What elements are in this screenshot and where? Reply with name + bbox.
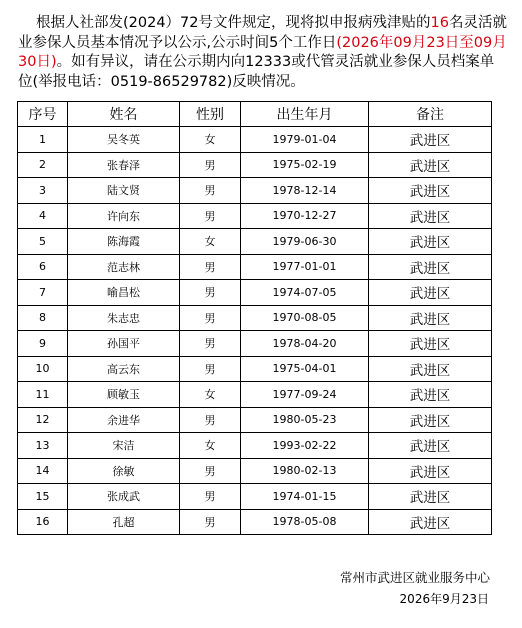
table-row [18, 280, 492, 306]
table-row [18, 382, 492, 408]
cell-index: 16 [18, 509, 68, 535]
applicant-table [17, 101, 492, 535]
cell-name: 范志林 [68, 254, 180, 280]
table-row [18, 229, 492, 255]
cell-index: 11 [18, 382, 68, 408]
table-header-row [18, 102, 492, 127]
cell-index: 1 [18, 127, 68, 153]
cell-index: 13 [18, 433, 68, 459]
cell-gender: 男 [180, 305, 241, 331]
notice-text-2: 名灵活就业参保人员基本情况予以公示,公示时间5个工作日 [18, 15, 507, 51]
cell-gender: 男 [180, 331, 241, 357]
cell-note: 武进区 [369, 280, 492, 306]
cell-index: 14 [18, 458, 68, 484]
cell-note: 武进区 [369, 356, 492, 382]
cell-birthdate: 1977-01-01 [241, 254, 369, 280]
cell-index: 2 [18, 152, 68, 178]
notice-text-1: 根据人社部发(2024）72号文件规定，现将拟申报病残津贴的 [36, 15, 431, 31]
cell-note: 武进区 [369, 433, 492, 459]
cell-index: 8 [18, 305, 68, 331]
table-row [18, 178, 492, 204]
table-row [18, 407, 492, 433]
cell-note: 武进区 [369, 152, 492, 178]
cell-name: 顾敏玉 [68, 382, 180, 408]
cell-name: 张春泽 [68, 152, 180, 178]
issuing-organization: 常州市武进区就业服务中心 [339, 570, 490, 585]
cell-index: 6 [18, 254, 68, 280]
cell-name: 高云东 [68, 356, 180, 382]
table-row [18, 305, 492, 331]
notice-text-3: 。如有异议，请在公示期内向12333或代管灵活就业参保人员档案单位(举报电话：0519-86529782)反映情况。 [18, 54, 495, 90]
cell-birthdate: 1974-01-15 [241, 484, 369, 510]
cell-birthdate: 1978-12-14 [241, 178, 369, 204]
cell-index: 4 [18, 203, 68, 229]
cell-note: 武进区 [369, 458, 492, 484]
cell-name: 徐敏 [68, 458, 180, 484]
cell-gender: 男 [180, 407, 241, 433]
cell-birthdate: 1975-04-01 [241, 356, 369, 382]
header-index: 序号 [18, 102, 68, 127]
table-row [18, 356, 492, 382]
table-row [18, 152, 492, 178]
notice-paragraph [18, 14, 508, 92]
cell-note: 武进区 [369, 178, 492, 204]
header-name: 姓名 [68, 102, 180, 127]
cell-birthdate: 1970-12-27 [241, 203, 369, 229]
table-row [18, 331, 492, 357]
cell-gender: 男 [180, 509, 241, 535]
cell-index: 5 [18, 229, 68, 255]
cell-name: 陆文贤 [68, 178, 180, 204]
table-row [18, 254, 492, 280]
cell-index: 9 [18, 331, 68, 357]
cell-gender: 女 [180, 433, 241, 459]
cell-gender: 男 [180, 178, 241, 204]
cell-gender: 男 [180, 484, 241, 510]
table-row [18, 127, 492, 153]
cell-gender: 男 [180, 356, 241, 382]
cell-gender: 男 [180, 280, 241, 306]
cell-name: 余进华 [68, 407, 180, 433]
cell-note: 武进区 [369, 509, 492, 535]
cell-note: 武进区 [369, 331, 492, 357]
table-row [18, 433, 492, 459]
header-birthdate: 出生年月 [241, 102, 369, 127]
cell-birthdate: 1970-08-05 [241, 305, 369, 331]
cell-index: 3 [18, 178, 68, 204]
table-row [18, 484, 492, 510]
cell-name: 喻昌松 [68, 280, 180, 306]
table-body [18, 127, 492, 535]
cell-birthdate: 1978-05-08 [241, 509, 369, 535]
cell-name: 朱志忠 [68, 305, 180, 331]
cell-name: 吴冬英 [68, 127, 180, 153]
table-row [18, 203, 492, 229]
cell-birthdate: 1993-02-22 [241, 433, 369, 459]
cell-note: 武进区 [369, 127, 492, 153]
cell-note: 武进区 [369, 254, 492, 280]
cell-note: 武进区 [369, 305, 492, 331]
cell-birthdate: 1979-01-04 [241, 127, 369, 153]
publicity-period: (2026年09月23日至09月30日) [18, 34, 507, 70]
cell-birthdate: 1980-02-13 [241, 458, 369, 484]
header-note: 备注 [369, 102, 492, 127]
cell-gender: 女 [180, 229, 241, 255]
cell-gender: 男 [180, 203, 241, 229]
cell-gender: 男 [180, 152, 241, 178]
cell-name: 陈海霞 [68, 229, 180, 255]
cell-gender: 女 [180, 382, 241, 408]
cell-birthdate: 1977-09-24 [241, 382, 369, 408]
cell-index: 7 [18, 280, 68, 306]
cell-note: 武进区 [369, 229, 492, 255]
cell-note: 武进区 [369, 484, 492, 510]
applicant-count: 16 [430, 15, 449, 31]
table-row [18, 458, 492, 484]
cell-birthdate: 1978-04-20 [241, 331, 369, 357]
cell-gender: 男 [180, 254, 241, 280]
cell-birthdate: 1980-05-23 [241, 407, 369, 433]
cell-birthdate: 1979-06-30 [241, 229, 369, 255]
cell-name: 许向东 [68, 203, 180, 229]
cell-index: 12 [18, 407, 68, 433]
cell-name: 孙国平 [68, 331, 180, 357]
cell-birthdate: 1974-07-05 [241, 280, 369, 306]
cell-name: 孔超 [68, 509, 180, 535]
table-row [18, 509, 492, 535]
cell-index: 15 [18, 484, 68, 510]
cell-note: 武进区 [369, 203, 492, 229]
issue-date: 2026年9月23日 [399, 592, 489, 606]
cell-note: 武进区 [369, 407, 492, 433]
cell-birthdate: 1975-02-19 [241, 152, 369, 178]
cell-name: 张成武 [68, 484, 180, 510]
cell-index: 10 [18, 356, 68, 382]
header-gender: 性别 [180, 102, 241, 127]
cell-note: 武进区 [369, 382, 492, 408]
cell-gender: 女 [180, 127, 241, 153]
cell-name: 宋洁 [68, 433, 180, 459]
cell-gender: 男 [180, 458, 241, 484]
